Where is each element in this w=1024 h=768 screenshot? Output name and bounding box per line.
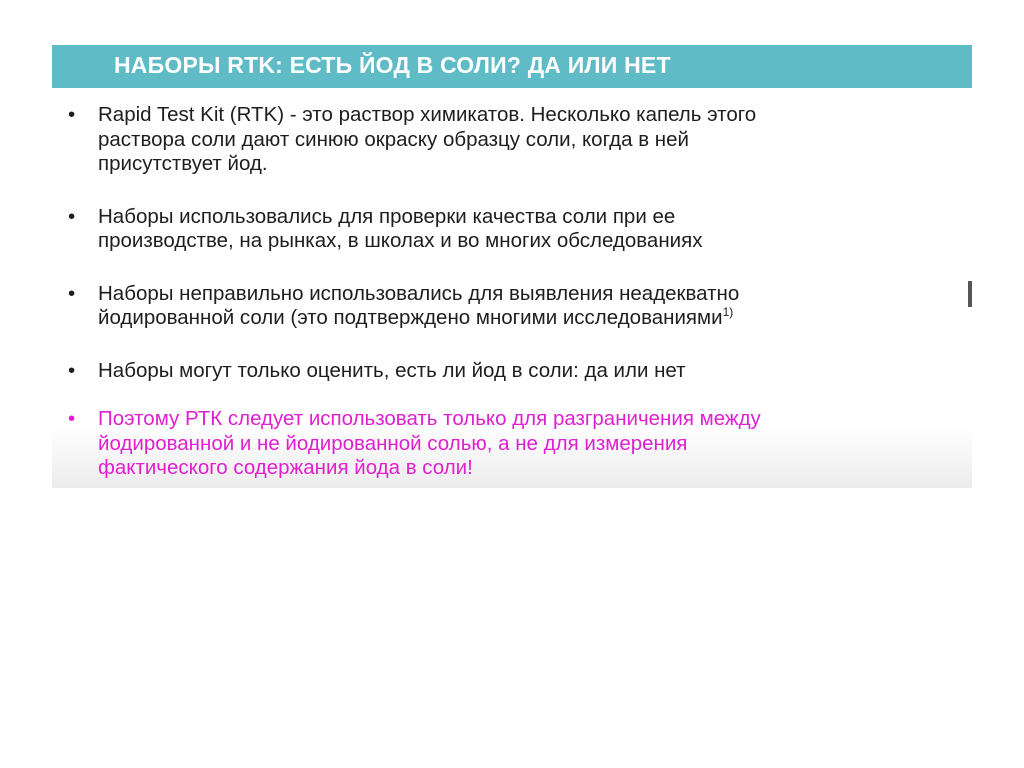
title-bar xyxy=(52,45,972,88)
bullet-line: фактического содержания йода в соли! xyxy=(98,456,473,479)
bullet-dot-icon: • xyxy=(68,358,76,382)
bullet-line: раствора соли дают синюю окраску образцу соли, когда в ней xyxy=(98,127,689,151)
bullet-line: Rapid Test Kit (RTK) - это раствор химикатов. Несколько капель этого xyxy=(98,103,757,126)
bullet-item-highlight xyxy=(68,407,972,481)
slide-title: НАБОРЫ RTK: ЕСТЬ ЙОД В СОЛИ? ДА ИЛИ НЕТ xyxy=(114,52,671,78)
bullet-item xyxy=(68,359,972,384)
bullet-line: йодированной и не йодированной солью, а не для измерения xyxy=(98,431,688,455)
bullet-list xyxy=(68,103,972,481)
bullet-line: Поэтому РТК следует использовать только для разграничения между xyxy=(98,407,761,430)
bullet-line: производстве, на рынках, в школах и во многих обследованиях xyxy=(98,229,703,252)
bullet-line-text: йодированной соли (это подтверждено многими исследованиями xyxy=(98,306,723,329)
bullet-line: присутствует йод. xyxy=(98,152,268,175)
bullet-item xyxy=(68,205,972,254)
bullet-dot-icon: • xyxy=(68,407,76,430)
bullet-item xyxy=(68,103,972,177)
bullet-line xyxy=(98,306,972,331)
bullet-dot-icon: • xyxy=(68,204,76,228)
bullet-line: Наборы использовались для проверки качества соли при ее xyxy=(98,204,676,228)
footnote-reference: 1) xyxy=(722,305,734,320)
side-edge-mark xyxy=(968,281,972,307)
bullet-dot-icon: • xyxy=(68,281,76,305)
slide xyxy=(52,45,972,488)
bullet-dot-icon: • xyxy=(68,103,76,126)
bullet-line: Наборы неправильно использовались для выявления неадекватно xyxy=(98,281,740,305)
bullet-item xyxy=(68,282,972,331)
bullet-line: Наборы могут только оценить, есть ли йод в соли: да или нет xyxy=(98,358,686,382)
